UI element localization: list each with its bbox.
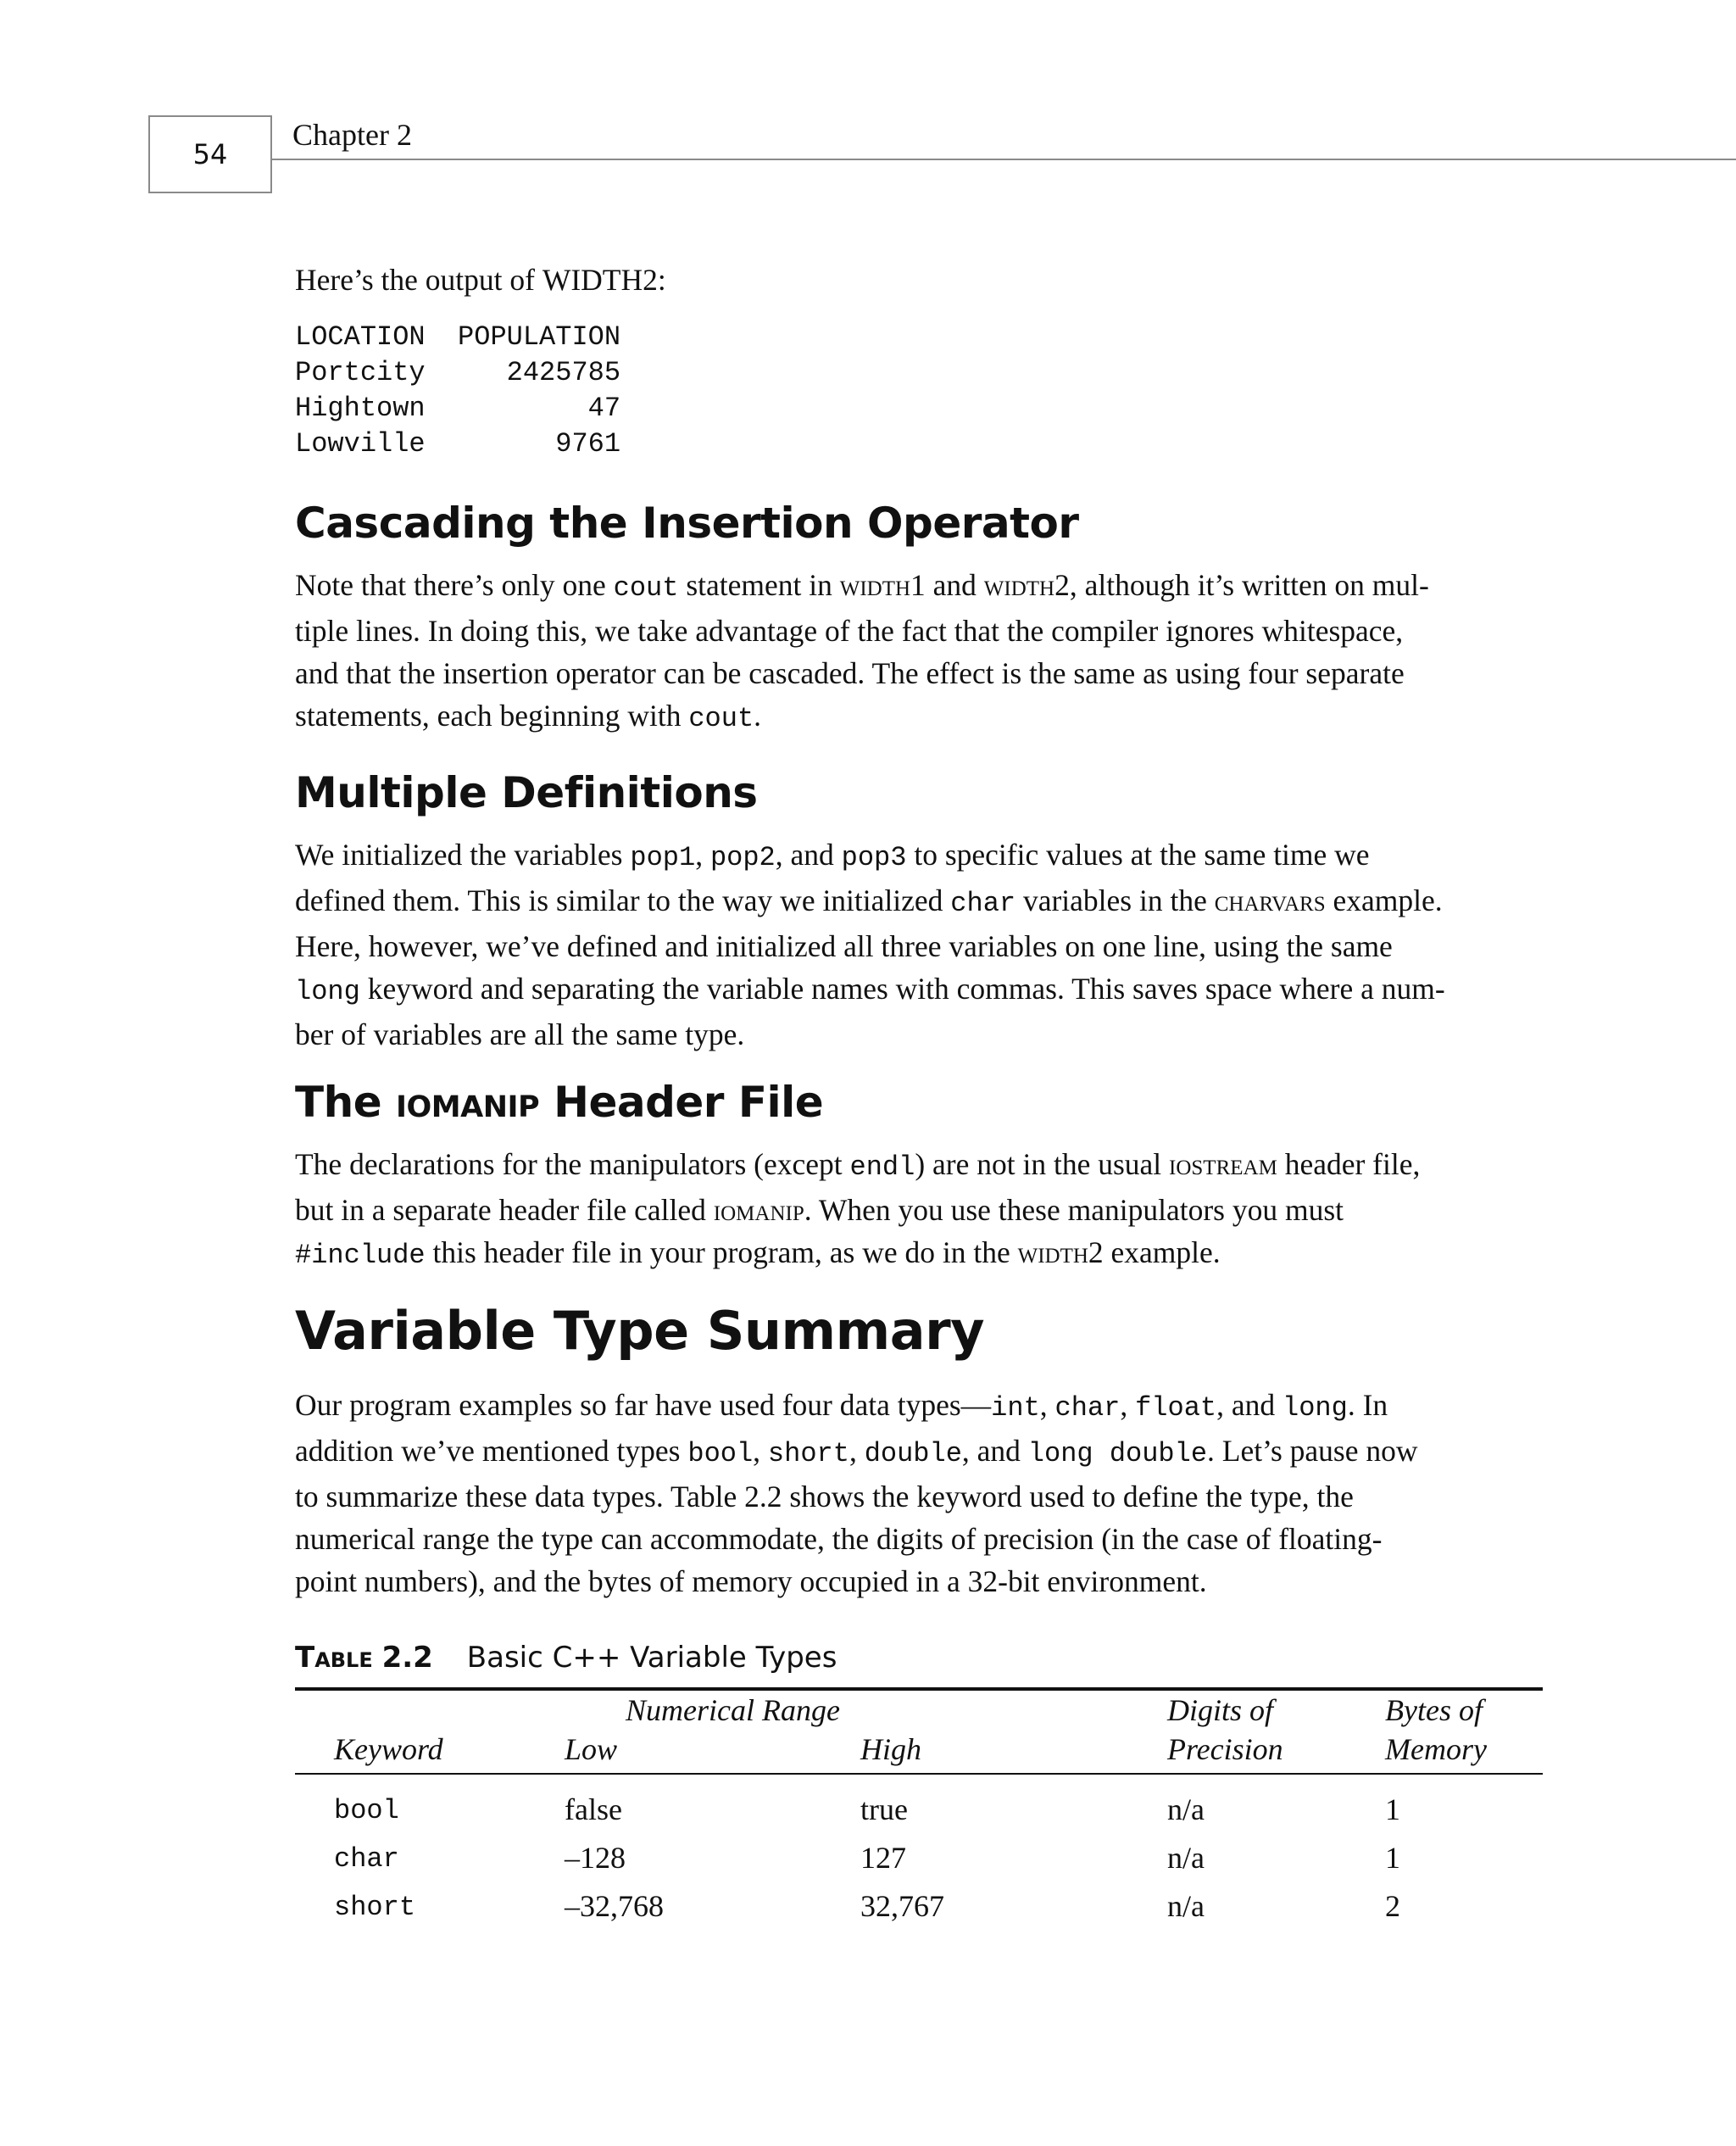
cell-low: false: [565, 1792, 622, 1826]
text-run: Here, however, we’ve defined and initialized all three variables on one line, using the same: [295, 929, 1393, 963]
text-run: to summarize these data types. Table 2.2 shows the keyword used to define the type, the: [295, 1480, 1354, 1513]
paragraph-iomanip: [295, 1143, 1543, 1277]
intro-text: Here’s the output of: [295, 263, 542, 297]
heading-variable-type-summary: Variable Type Summary: [295, 1300, 985, 1362]
inline-code: #include: [295, 1240, 426, 1271]
text-run: keyword and separating the variable names with commas. This saves space where a num-: [359, 972, 1445, 1006]
inline-code: long: [1283, 1392, 1348, 1424]
text-run: ,: [849, 1434, 865, 1468]
text-run: numerical range the type can accommodate, the digits of precision (in the case of floating-: [295, 1522, 1383, 1556]
inline-code: endl: [849, 1151, 915, 1183]
inline-code: long double: [1027, 1438, 1208, 1469]
inline-code: bool: [687, 1438, 754, 1469]
cell-digits: n/a: [1167, 1841, 1205, 1875]
heading-pre: The: [295, 1078, 397, 1127]
text-run: ber of variables are all the same type.: [295, 1017, 745, 1051]
text-run: Note that there’s only one: [295, 568, 614, 602]
text-run: ,: [1120, 1388, 1136, 1422]
inline-code: char: [1054, 1392, 1121, 1424]
small-caps-name: width: [1017, 1235, 1088, 1269]
heading-multiple-definitions: Multiple Definitions: [295, 768, 758, 817]
cell-high: 32,767: [860, 1889, 944, 1923]
program-name: WIDTH: [542, 263, 643, 297]
cell-keyword: bool: [334, 1795, 399, 1826]
text-run: point numbers), and the bytes of memory occupied in a 32-bit environment.: [295, 1564, 1207, 1598]
output-line: Hightown 47: [295, 393, 621, 424]
heading-post: Header File: [539, 1078, 824, 1127]
text-run: , and: [1216, 1388, 1283, 1422]
text-run: statements, each beginning with: [295, 699, 689, 733]
table-header-low: Low: [565, 1732, 618, 1766]
small-caps-name: width: [839, 568, 911, 602]
cell-keyword: short: [334, 1892, 416, 1923]
table-group-header: Numerical Range: [626, 1693, 840, 1727]
text-run: Our program examples so far have used four data types—: [295, 1388, 992, 1422]
inline-code: cout: [688, 703, 754, 734]
paragraph-summary: [295, 1384, 1543, 1603]
heading-cascading: Cascading the Insertion Operator: [295, 499, 1079, 548]
paragraph-line: [295, 879, 1543, 925]
paragraph-line: [295, 833, 1543, 879]
text-run: 2 example.: [1088, 1235, 1221, 1269]
page-number-text: 54: [192, 138, 228, 170]
cell-digits: n/a: [1167, 1792, 1205, 1826]
text-run: ,: [753, 1434, 768, 1468]
text-run: tiple lines. In doing this, we take advantage of the fact that the compiler ignores whitespace,: [295, 614, 1404, 648]
text-run: , and: [961, 1434, 1028, 1468]
paragraph-line: [295, 1430, 1543, 1475]
inline-code: float: [1135, 1392, 1217, 1424]
text-run: header file,: [1277, 1147, 1421, 1181]
inline-code: int: [991, 1392, 1040, 1424]
small-caps-name: iostream: [1169, 1147, 1277, 1181]
cell-high: 127: [860, 1841, 906, 1875]
text-run: .: [754, 699, 762, 733]
small-caps-name: width: [983, 568, 1055, 602]
cell-digits: n/a: [1167, 1889, 1205, 1923]
inline-code: pop3: [841, 842, 907, 873]
text-run: , and: [775, 838, 842, 872]
intro-paragraph: [295, 259, 1543, 301]
paragraph-line: [295, 1384, 1543, 1430]
paragraph-line: [295, 652, 1543, 694]
table-header-high: High: [860, 1732, 921, 1766]
paragraph-multiple-definitions: [295, 833, 1543, 1056]
intro-suffix: 2:: [643, 263, 666, 297]
paragraph-cascading: [295, 564, 1543, 740]
text-run: ) are not in the usual: [915, 1147, 1170, 1181]
paragraph-line: [295, 1560, 1543, 1603]
text-run: We initialized the variables: [295, 838, 631, 872]
paragraph-line: [295, 1143, 1543, 1189]
text-run: this header file in your program, as we do in the: [425, 1235, 1018, 1269]
inline-code: char: [950, 888, 1016, 919]
program-output: [295, 320, 620, 462]
table-header-keyword: Keyword: [334, 1732, 443, 1766]
inline-code: pop2: [709, 842, 776, 873]
paragraph-line: [295, 564, 1543, 610]
table-caption-title: Basic C++ Variable Types: [466, 1641, 837, 1675]
cell-keyword: char: [334, 1843, 399, 1875]
inline-code: double: [864, 1438, 962, 1469]
text-run: ,: [695, 838, 710, 872]
output-header-line: LOCATION POPULATION: [295, 321, 621, 353]
paragraph-line: [295, 1518, 1543, 1560]
paragraph-line: [295, 694, 1543, 740]
cell-high: true: [860, 1792, 908, 1826]
text-run: and that the insertion operator can be cascaded. The effect is the same as using four separate: [295, 656, 1405, 690]
inline-code: long: [295, 976, 360, 1007]
output-line: Lowville 9761: [295, 428, 621, 460]
cell-bytes: 1: [1385, 1841, 1400, 1875]
text-run: variables in the: [1015, 883, 1215, 917]
cell-bytes: 1: [1385, 1792, 1400, 1826]
chapter-label: Chapter 2: [292, 118, 412, 152]
paragraph-line: [295, 610, 1543, 652]
table-caption: [295, 1641, 837, 1675]
table-header-bytes-line1: Bytes of: [1385, 1693, 1483, 1727]
inline-code: pop1: [630, 842, 696, 873]
paragraph-line: [295, 1231, 1543, 1277]
text-run: . In: [1347, 1388, 1388, 1422]
paragraph-line: [295, 925, 1543, 967]
output-line: Portcity 2425785: [295, 357, 621, 388]
paragraph-line: [295, 1013, 1543, 1056]
table-caption-word: Table: [295, 1641, 373, 1675]
text-run: but in a separate header file called: [295, 1193, 714, 1227]
paragraph-line: [295, 1475, 1543, 1518]
text-run: The declarations for the manipulators (except: [295, 1147, 850, 1181]
text-run: ,: [1039, 1388, 1055, 1422]
text-run: 1 and: [910, 568, 984, 602]
table-header-rule: [295, 1773, 1543, 1775]
text-run: defined them. This is similar to the way we initialized: [295, 883, 951, 917]
table-caption-number: 2.2: [381, 1641, 433, 1675]
heading-iomanip: [295, 1078, 823, 1127]
small-caps-name: charvars: [1214, 883, 1326, 917]
page-number: [148, 115, 272, 193]
table-header-digits-line1: Digits of: [1167, 1693, 1274, 1727]
text-run: 2, although it’s written on mul-: [1054, 568, 1429, 602]
text-run: statement in: [678, 568, 840, 602]
inline-code: short: [767, 1438, 849, 1469]
text-run: addition we’ve mentioned types: [295, 1434, 688, 1468]
header-rule: [272, 159, 1736, 160]
cell-low: –128: [565, 1841, 626, 1875]
text-run: . Let’s pause now: [1207, 1434, 1418, 1468]
paragraph-line: [295, 1189, 1543, 1231]
text-run: to specific values at the same time we: [906, 838, 1370, 872]
text-run: example.: [1325, 883, 1443, 917]
cell-low: –32,768: [565, 1889, 664, 1923]
table-top-rule: [295, 1687, 1543, 1691]
text-run: . When you use these manipulators you must: [804, 1193, 1344, 1227]
table-header-bytes-line2: Memory: [1385, 1732, 1487, 1766]
small-caps-name: iomanip: [713, 1193, 804, 1227]
table-header-digits-line2: Precision: [1167, 1732, 1283, 1766]
cell-bytes: 2: [1385, 1889, 1400, 1923]
inline-code: cout: [613, 572, 679, 604]
heading-iomanip-word: iomanip: [396, 1078, 540, 1127]
paragraph-line: [295, 967, 1543, 1013]
